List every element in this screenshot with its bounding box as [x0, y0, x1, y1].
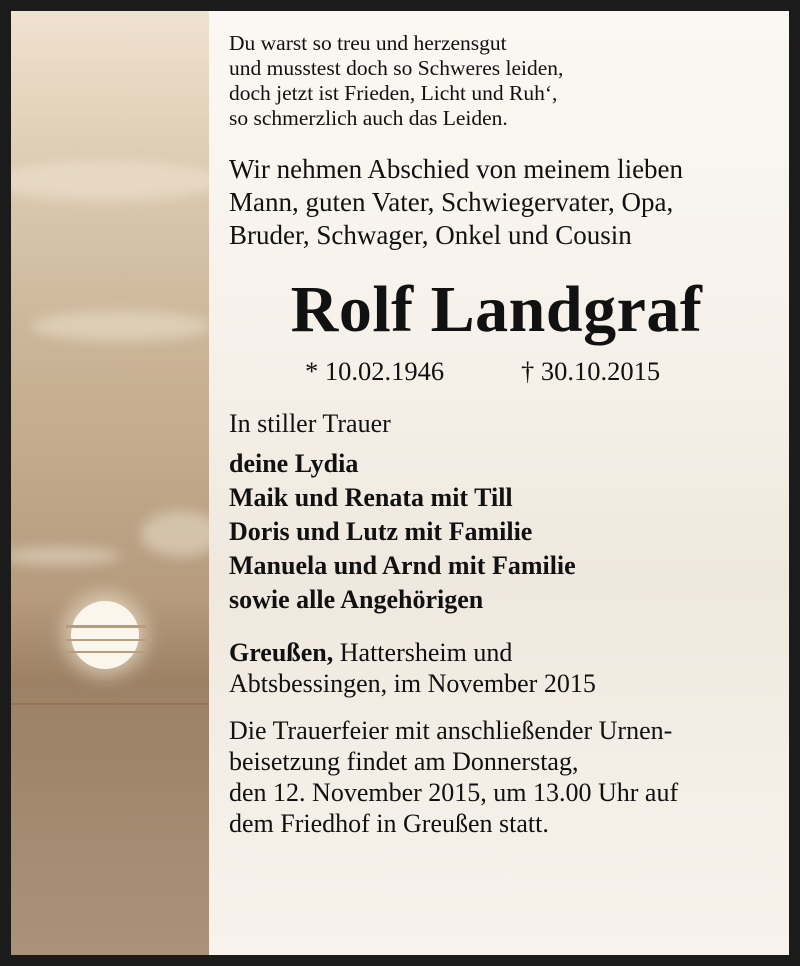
family-member: Doris und Lutz mit Familie: [229, 517, 533, 546]
family-member: sowie alle Angehörigen: [229, 585, 484, 614]
family-list: [229, 447, 784, 617]
poem-line: Du warst so treu und herzensgut: [229, 31, 507, 55]
intro-line: Bruder, Schwager, Onkel und Cousin: [229, 220, 632, 250]
family-member: deine Lydia: [229, 449, 359, 478]
ceremony-line: dem Friedhof in Greußen statt.: [229, 809, 549, 838]
sun-icon: [71, 601, 139, 669]
ceremony-notice: [229, 715, 784, 839]
poem: [229, 31, 784, 131]
family-member: Manuela und Arnd mit Familie: [229, 551, 576, 580]
sunset-photo: [11, 11, 209, 955]
deceased-name: Rolf Landgraf: [290, 273, 703, 346]
intro-line: Mann, guten Vater, Schwiegervater, Opa,: [229, 187, 674, 217]
ceremony-line: beisetzung findet am Donnerstag,: [229, 747, 579, 776]
intro-line: Wir nehmen Abschied von meinem lieben: [229, 154, 684, 184]
place-line: Abtsbessingen, im November 2015: [229, 669, 596, 698]
birth-date: * 10.02.1946: [305, 356, 445, 386]
poem-line: und musstest doch so Schweres leiden,: [229, 56, 564, 80]
place-and-date: [229, 637, 784, 699]
sun-cloud-band: [66, 625, 146, 628]
ceremony-line: den 12. November 2015, um 13.00 Uhr auf: [229, 778, 679, 807]
life-dates: [229, 351, 784, 391]
horizon-line: [11, 703, 209, 705]
text-panel: [209, 11, 789, 955]
death-date: † 30.10.2015: [521, 356, 661, 386]
cloud-shape: [31, 311, 211, 341]
place-line: [229, 637, 784, 668]
sun-cloud-band: [66, 639, 146, 641]
obituary-content: [229, 31, 784, 839]
poem-line: so schmerzlich auch das Leiden.: [229, 106, 508, 130]
mourning-label: In stiller Trauer: [229, 409, 391, 438]
poem-line: doch jetzt ist Frieden, Licht und Ruh‘,: [229, 81, 558, 105]
town-name: Greußen,: [229, 638, 334, 667]
family-member: Maik und Renata mit Till: [229, 483, 513, 512]
ceremony-line: Die Trauerfeier mit anschließender Urnen-: [229, 716, 673, 745]
cloud-shape: [1, 547, 121, 565]
sun-cloud-band: [66, 651, 146, 653]
farewell-intro: [229, 153, 784, 252]
cloud-shape: [0, 161, 221, 201]
other-towns: Hattersheim und: [333, 638, 513, 667]
